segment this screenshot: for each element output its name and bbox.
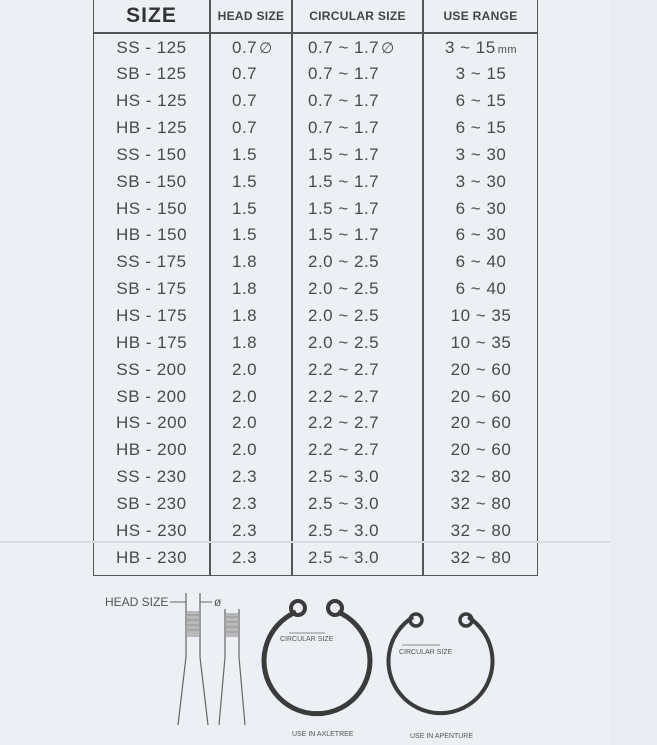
use-range-cell — [425, 437, 537, 464]
size-cell-value: SB - 175 — [116, 279, 187, 299]
plier-tip-right — [219, 609, 245, 725]
size-cell — [94, 490, 209, 517]
use-range-cell — [425, 464, 537, 491]
table-row — [94, 249, 537, 276]
use-range-cell-value: 6 ~ 15 — [455, 91, 507, 111]
use-range-cell — [425, 115, 537, 142]
use-range-cell-value: 3 ~ 15 — [444, 37, 496, 57]
table-row — [94, 544, 537, 571]
circular-size-cell — [308, 437, 428, 464]
head-size-cell — [232, 195, 290, 222]
internal-circular-label: CIRCULAR SIZE — [399, 649, 453, 656]
circular-size-cell-value: 0.7 ~ 1.7 — [308, 91, 380, 111]
use-range-cell-value: 3 ~ 15 — [455, 64, 507, 84]
phi-symbol: ø — [214, 595, 222, 609]
use-range-cell-value: 10 ~ 35 — [450, 332, 512, 352]
head-size-cell — [232, 356, 290, 383]
use-range-cell — [425, 490, 537, 517]
header-head-size: HEAD SIZE — [217, 9, 285, 23]
circular-size-cell-value: 2.2 ~ 2.7 — [308, 359, 380, 379]
head-size-cell-value: 2.3 — [232, 520, 258, 540]
circular-size-cell — [308, 490, 428, 517]
use-range-cell — [425, 88, 537, 115]
size-cell-value: HB - 125 — [115, 118, 188, 138]
table-row — [94, 410, 537, 437]
size-table — [93, 0, 538, 576]
circular-size-cell — [308, 276, 428, 303]
head-size-cell-value: 2.3 — [232, 467, 258, 487]
size-cell — [94, 222, 209, 249]
size-cell-value: SS - 230 — [116, 467, 187, 487]
head-size-cell-value: 2.0 — [232, 386, 258, 406]
circular-size-cell — [308, 115, 428, 142]
circular-size-cell-value: 0.7 ~ 1.7 — [308, 64, 380, 84]
size-cell — [94, 195, 209, 222]
head-size-cell — [232, 383, 290, 410]
internal-caption: USE IN APENTURE — [410, 733, 474, 740]
table-row — [94, 168, 537, 195]
head-size-cell-value: 1.5 — [232, 225, 258, 245]
circular-size-cell — [308, 329, 428, 356]
table-row — [94, 141, 537, 168]
table-row — [94, 490, 537, 517]
size-cell — [94, 276, 209, 303]
circular-size-cell-value: 2.2 ~ 2.7 — [308, 386, 380, 406]
circular-size-cell — [308, 88, 428, 115]
size-cell — [94, 115, 209, 142]
use-range-cell-value: 6 ~ 30 — [455, 225, 507, 245]
table-row — [94, 383, 537, 410]
head-size-cell — [232, 88, 290, 115]
use-range-cell-value: 32 ~ 80 — [450, 520, 512, 540]
size-cell-value: SB - 230 — [116, 493, 187, 513]
circular-size-cell-value: 2.5 ~ 3.0 — [308, 547, 380, 567]
size-cell-value: SS - 200 — [116, 359, 187, 379]
external-caption: USE IN AXLETREE — [292, 731, 354, 738]
use-range-cell — [425, 303, 537, 330]
size-cell-value: HS - 125 — [115, 91, 188, 111]
circular-size-cell — [308, 383, 428, 410]
head-size-cell-value: 2.0 — [232, 413, 258, 433]
circular-size-cell — [308, 34, 428, 61]
header-circular-size: CIRCULAR SIZE — [309, 9, 406, 23]
size-cell — [94, 34, 209, 61]
use-range-cell — [425, 61, 537, 88]
circular-size-cell — [308, 61, 428, 88]
head-size-cell-value: 1.5 — [232, 198, 258, 218]
head-size-cell-value: 0.7 — [232, 118, 258, 138]
circular-size-cell-value: 2.0 ~ 2.5 — [308, 332, 380, 352]
circular-size-cell — [308, 249, 428, 276]
use-range-cell-value: 20 ~ 60 — [450, 359, 512, 379]
circular-size-cell-value: 2.0 ~ 2.5 — [308, 306, 380, 325]
use-range-cell — [425, 544, 537, 571]
size-cell-value: SS - 175 — [116, 252, 187, 272]
head-size-cell — [232, 410, 290, 437]
circular-size-cell-value: 2.5 ~ 3.0 — [308, 520, 380, 540]
table-row — [94, 464, 537, 491]
use-range-cell — [425, 222, 537, 249]
size-cell — [94, 464, 209, 491]
image-seam — [0, 541, 610, 543]
use-range-cell-value: 32 ~ 80 — [450, 493, 512, 513]
header-size: SIZE — [126, 4, 177, 27]
use-range-cell — [425, 383, 537, 410]
use-range-cell-value: 20 ~ 60 — [450, 413, 512, 433]
use-range-cell — [425, 276, 537, 303]
circular-size-cell-value: 0.7 ~ 1.7 — [308, 118, 380, 138]
head-size-cell — [232, 115, 290, 142]
circular-size-cell — [308, 141, 428, 168]
head-size-cell — [232, 249, 290, 276]
circular-size-cell-value: 1.5 ~ 1.7 — [308, 225, 380, 245]
circular-size-cell-value: 1.5 ~ 1.7 — [308, 198, 380, 218]
head-size-cell-value: 1.5 — [232, 144, 258, 164]
diameter-symbol: ∅ — [259, 39, 273, 57]
head-size-cell-value: 1.5 — [232, 171, 258, 191]
circular-size-cell-value: 2.0 ~ 2.5 — [308, 279, 380, 299]
head-size-cell — [232, 276, 290, 303]
circular-size-cell — [308, 168, 428, 195]
internal-circlip — [389, 614, 493, 740]
use-range-cell-value: 6 ~ 40 — [455, 252, 507, 272]
head-size-cell-value: 1.8 — [232, 279, 258, 299]
external-circular-label: CIRCULAR SIZE — [280, 636, 334, 643]
use-range-cell-value: 20 ~ 60 — [450, 386, 512, 406]
size-cell — [94, 61, 209, 88]
size-cell-value: HS - 230 — [115, 520, 188, 540]
head-size-cell — [232, 141, 290, 168]
size-cell-value: HS - 150 — [115, 198, 188, 218]
size-cell — [94, 303, 209, 330]
use-range-cell — [425, 195, 537, 222]
size-cell — [94, 249, 209, 276]
circular-size-cell-value: 2.5 ~ 3.0 — [308, 493, 380, 513]
table-row — [94, 61, 537, 88]
table-row — [94, 88, 537, 115]
use-range-cell — [425, 356, 537, 383]
head-size-cell — [232, 222, 290, 249]
head-size-label: HEAD SIZE — [105, 595, 169, 609]
size-cell — [94, 141, 209, 168]
external-circlip — [264, 601, 370, 738]
table-row — [94, 222, 537, 249]
table-row — [94, 437, 537, 464]
circular-size-cell — [308, 356, 428, 383]
head-size-cell — [232, 329, 290, 356]
use-range-cell — [425, 329, 537, 356]
plier-tip-left — [178, 593, 208, 725]
head-size-cell-value: 2.0 — [232, 440, 258, 460]
circular-size-cell-value: 2.2 ~ 2.7 — [308, 440, 380, 460]
circular-size-cell-value: 1.5 ~ 1.7 — [308, 171, 380, 191]
circlip-diagram — [0, 575, 610, 745]
header-use-range: USE RANGE — [443, 9, 518, 23]
use-range-cell-value: 3 ~ 30 — [455, 144, 507, 164]
use-range-cell-value: 6 ~ 40 — [455, 279, 507, 299]
circular-size-cell-value: 2.2 ~ 2.7 — [308, 413, 380, 433]
head-size-cell — [232, 437, 290, 464]
head-size-cell-value: 0.7 — [232, 91, 258, 111]
table-row — [94, 329, 537, 356]
use-range-cell — [425, 141, 537, 168]
circular-size-cell — [308, 544, 428, 571]
size-cell — [94, 383, 209, 410]
use-range-cell-value: 20 ~ 60 — [450, 440, 512, 460]
circular-size-cell-value: 2.0 ~ 2.5 — [308, 252, 380, 272]
circular-size-cell — [308, 410, 428, 437]
size-cell-value: SB - 200 — [116, 386, 187, 406]
size-cell-value: SS - 150 — [116, 144, 187, 164]
head-size-cell-value: 1.8 — [232, 332, 258, 352]
head-size-cell — [232, 544, 290, 571]
head-size-cell-value: 1.8 — [232, 252, 258, 272]
table-row — [94, 303, 537, 330]
size-cell — [94, 168, 209, 195]
circular-size-cell-value: 0.7 ~ 1.7 — [308, 37, 380, 57]
circular-size-cell — [308, 222, 428, 249]
table-row — [94, 115, 537, 142]
circular-size-cell — [308, 303, 428, 330]
head-size-cell — [232, 61, 290, 88]
size-cell-value: SB - 125 — [116, 64, 187, 84]
use-range-cell-value: 10 ~ 35 — [450, 306, 512, 325]
use-range-cell-value: 32 ~ 80 — [450, 547, 512, 567]
table-row — [94, 34, 537, 61]
table-row — [94, 356, 537, 383]
size-cell-value: HB - 175 — [115, 332, 188, 352]
size-cell-value: HB - 230 — [115, 547, 188, 567]
use-range-cell — [425, 168, 537, 195]
circular-size-cell — [308, 195, 428, 222]
use-range-cell-value: 6 ~ 30 — [455, 198, 507, 218]
size-cell-value: SS - 125 — [116, 37, 187, 57]
size-cell — [94, 88, 209, 115]
head-size-cell-value: 2.3 — [232, 493, 258, 513]
size-cell-value: SB - 150 — [116, 171, 187, 191]
head-size-cell-value: 0.7 — [232, 37, 258, 57]
size-cell — [94, 437, 209, 464]
table-row — [94, 195, 537, 222]
head-size-cell — [232, 303, 290, 330]
use-range-cell — [425, 249, 537, 276]
head-size-cell-value: 2.3 — [232, 547, 258, 567]
head-size-cell — [232, 168, 290, 195]
use-range-cell-value: 32 ~ 80 — [450, 467, 512, 487]
head-size-cell-value: 2.0 — [232, 359, 258, 379]
size-cell — [94, 410, 209, 437]
size-cell — [94, 356, 209, 383]
head-size-cell — [232, 490, 290, 517]
circular-size-cell — [308, 464, 428, 491]
size-cell-value: HS - 200 — [115, 413, 188, 433]
head-size-cell-value: 0.7 — [232, 64, 258, 84]
size-cell-value: HS - 175 — [115, 306, 188, 325]
unit-label: mm — [497, 43, 518, 56]
use-range-cell-value: 6 ~ 15 — [455, 118, 507, 138]
head-size-cell-value: 1.8 — [232, 306, 258, 325]
diameter-symbol: ∅ — [381, 39, 395, 57]
head-size-cell — [232, 464, 290, 491]
use-range-cell-value: 3 ~ 30 — [455, 171, 507, 191]
size-cell — [94, 544, 209, 571]
circular-size-cell-value: 1.5 ~ 1.7 — [308, 144, 380, 164]
head-size-cell — [232, 34, 290, 61]
use-range-cell — [425, 410, 537, 437]
size-cell — [94, 329, 209, 356]
use-range-cell — [425, 34, 537, 61]
size-cell-value: HB - 200 — [115, 440, 188, 460]
size-cell-value: HB - 150 — [115, 225, 188, 245]
circular-size-cell-value: 2.5 ~ 3.0 — [308, 467, 380, 487]
table-row — [94, 276, 537, 303]
